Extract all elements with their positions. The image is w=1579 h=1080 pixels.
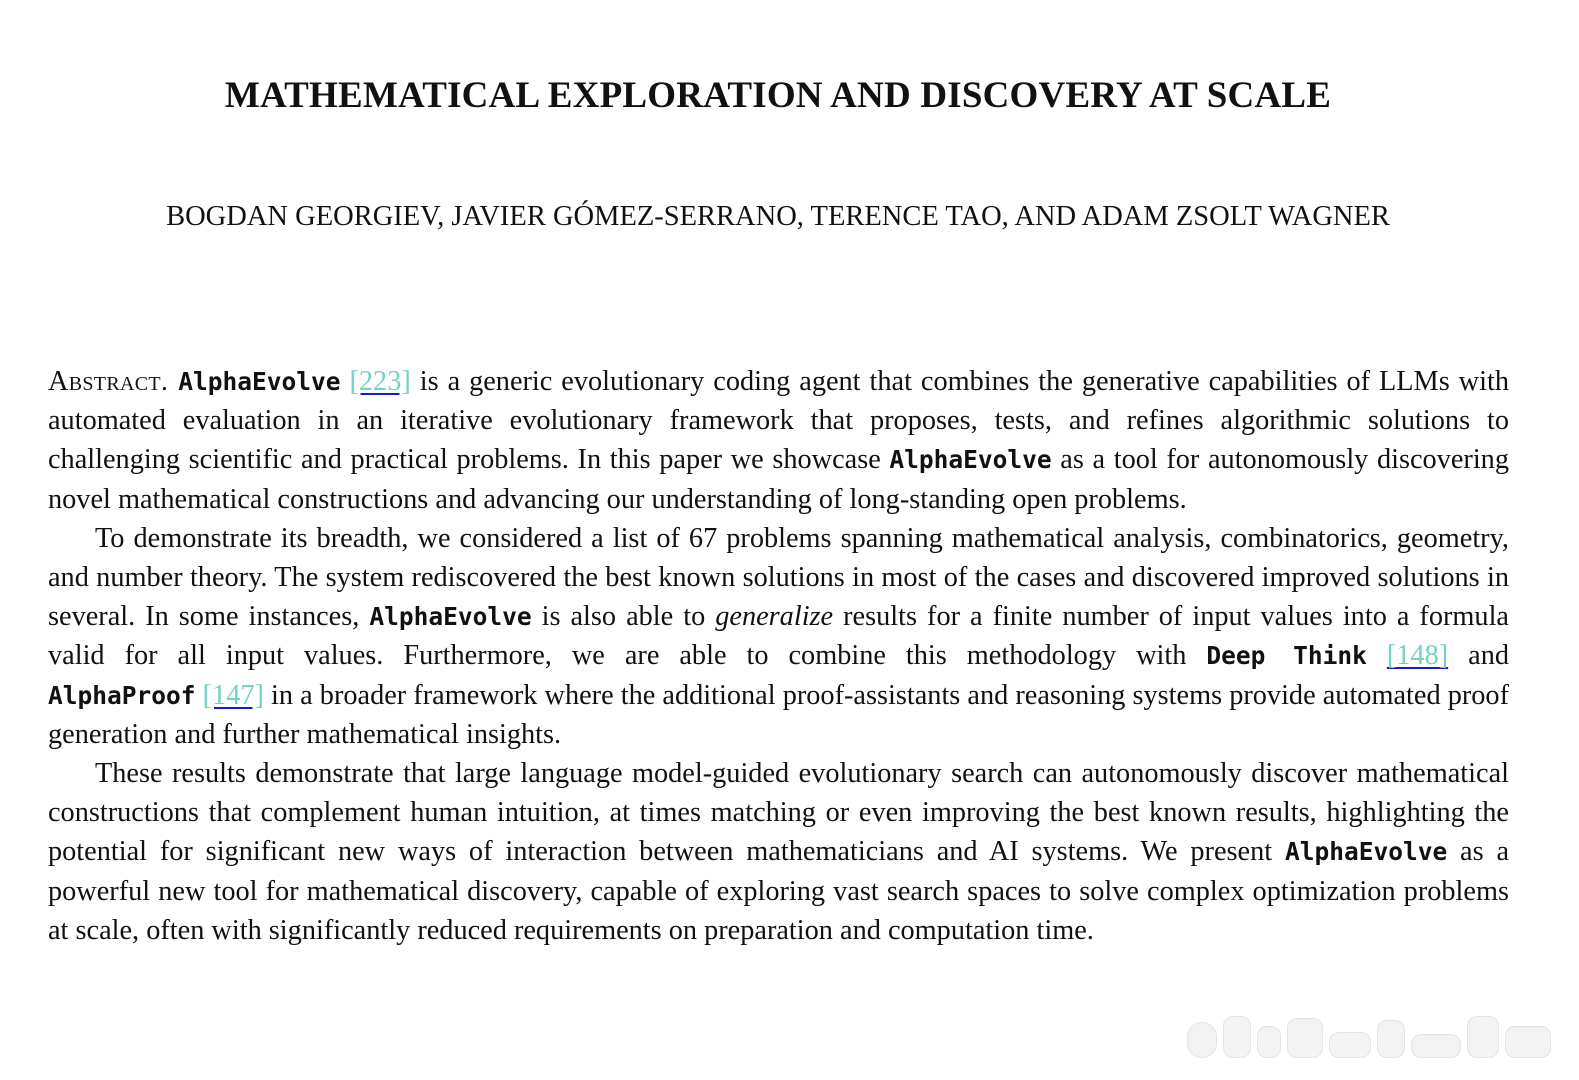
code-term-alphaevolve: AlphaEvolve [369,602,532,632]
text-span: in a broader framework where the additional proof-assistants and reasoning systems provide automated proof generation and further mathematical insights. [48,679,1509,750]
citation-link-148[interactable]: [148] [1386,640,1449,672]
text-span: and [1448,640,1509,672]
text-span: To demonstrate its breadth, we considered a list of 67 problems spanning mathematical analysis, combinatorics, geometry, and number theory. The system rediscovered the best known solutions in most of the cases and discovered improved solutions in several. In some instances, [48,522,1509,633]
watermark-mark [1505,1026,1551,1058]
text-span: is a generic evolutionary coding agent that combines the generative capabilities of LLMs with automated evaluation in an iterative evolutionary framework that proposes, tests, and refines algorithmic solutions to challenging scientific and practical problems. In this paper we showcase [48,366,1509,476]
watermark-mark [1257,1026,1281,1058]
text-span: results for a finite number of input values into a formula valid for all input values. Furthermore, we are able to combine this methodology with [48,601,1509,672]
code-term-alphaevolve: AlphaEvolve [1284,837,1448,867]
code-term-deep-think: Deep Think [1206,641,1367,671]
watermark-mark [1377,1020,1405,1058]
watermark-mark [1223,1016,1251,1058]
code-term-alphaproof: AlphaProof [48,680,196,710]
abstract-paragraph-3 [48,754,1509,950]
abstract-section [48,362,1509,950]
citation-link-147[interactable]: [147] [202,679,264,711]
code-term-alphaevolve: AlphaEvolve [889,445,1052,475]
watermark-mark [1411,1034,1461,1058]
watermark-mark [1187,1022,1217,1058]
text-span: is also able to [531,601,716,633]
watermark-logo [1187,1012,1557,1058]
abstract-heading: Abstract. [48,366,169,397]
author-list: BOGDAN GEORGIEV, JAVIER GÓMEZ-SERRANO, TERENCE TAO, AND ADAM ZSOLT WAGNER [166,201,1390,232]
abstract-paragraph-1 [48,362,1509,519]
text-span: These results demonstrate that large language model-guided evolutionary search can autonomously discover mathematical constructions that complement human intuition, at times matching or even improving the best known results, highlighting the potential for significant new ways of interaction between mathematicians and AI systems. We present [48,758,1509,868]
abstract-paragraph-2 [48,519,1509,754]
watermark-mark [1467,1016,1499,1058]
citation-link-223[interactable]: [223] [349,366,411,397]
text-span: as a powerful new tool for mathematical discovery, capable of exploring vast search spaces to solve complex optimization problems at scale, often with significantly reduced requirements on preparation and computation time. [48,836,1510,946]
paper-title: MATHEMATICAL EXPLORATION AND DISCOVERY AT SCALE [224,75,1332,116]
watermark-mark [1287,1018,1323,1058]
code-term-alphaevolve: AlphaEvolve [178,367,341,396]
watermark-mark [1329,1032,1371,1058]
emphasized-term: generalize [715,601,834,633]
text-span: as a tool for autonomously discovering novel mathematical constructions and advancing our understanding of long-standing open problems. [48,444,1509,515]
